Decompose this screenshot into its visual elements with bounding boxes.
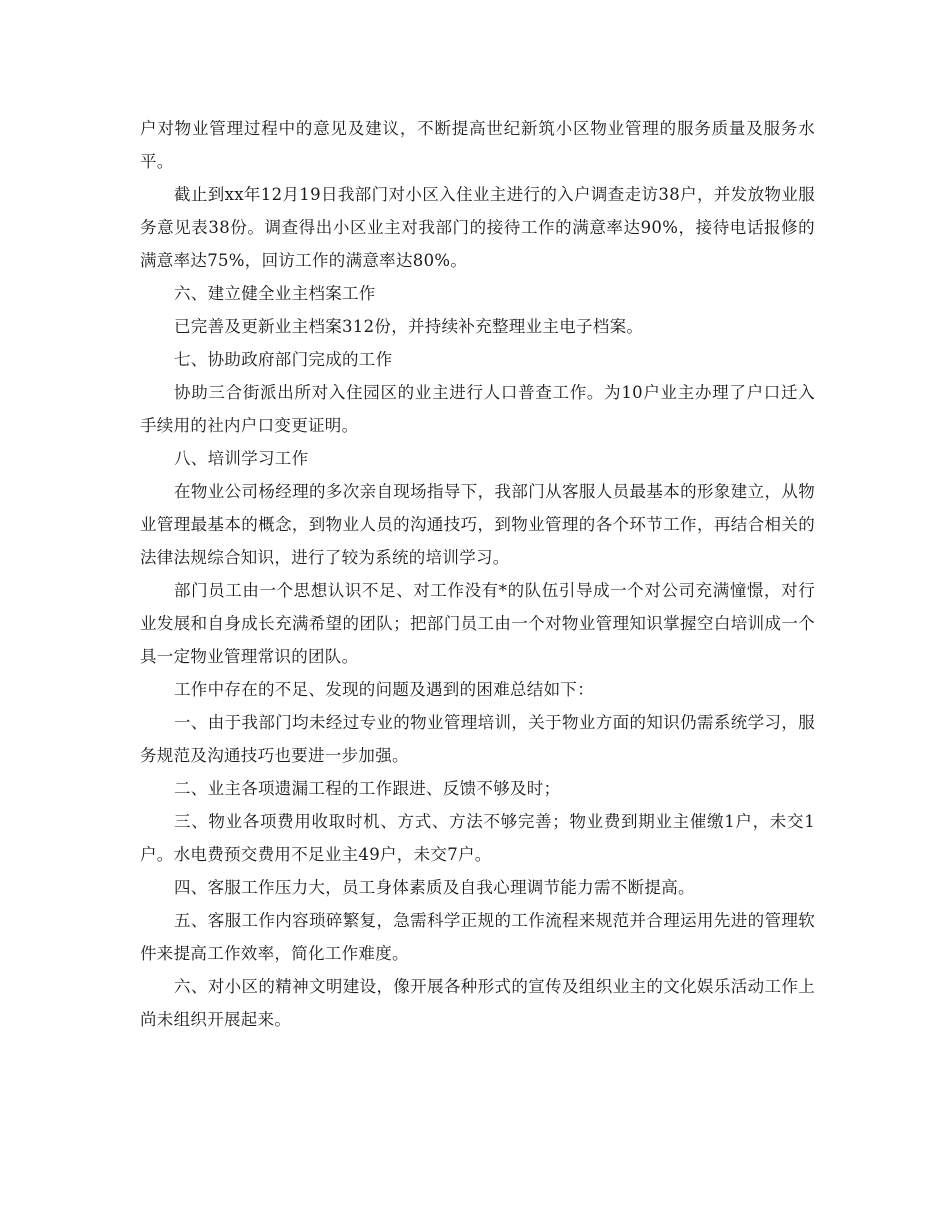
paragraph: 部门员工由一个思想认识不足、对工作没有*的队伍引导成一个对公司充满憧憬，对行业发展和自身成长充满希望的团队；把部门员工由一个对物业管理知识掌握空白培训成一个具一定物业管理常识的团队。 — [140, 581, 815, 666]
paragraph: 在物业公司杨经理的多次亲自现场指导下，我部门从客服人员最基本的形象建立，从物业管理最基本的概念，到物业人员的沟通技巧，到物业管理的各个环节工作，再结合相关的法律法规综合知识，进行了较为系统的培训学习。 — [140, 482, 815, 567]
list-item: 四、客服工作压力大，员工身体素质及自我心理调节能力需不断提高。 — [174, 878, 695, 897]
document-body — [140, 112, 815, 1036]
list-item: 六、对小区的精神文明建设，像开展各种形式的宣传及组织业主的文化娱乐活动工作上尚未组织开展起来。 — [140, 977, 815, 1029]
section-heading: 八、培训学习工作 — [174, 449, 309, 468]
list-item: 一、由于我部门均未经过专业的物业管理培训，关于物业方面的知识仍需系统学习，服务规范及沟通技巧也要进一步加强。 — [140, 713, 815, 765]
list-item: 五、客服工作内容琐碎繁复，急需科学正规的工作流程来规范并合理运用先进的管理软件来提高工作效率，简化工作难度。 — [140, 911, 815, 963]
paragraph: 截止到xx年12月19日我部门对小区入住业主进行的入户调查走访38户，并发放物业服务意见表38份。调查得出小区业主对我部门的接待工作的满意率达90%，接待电话报修的满意率达75%，回访工作的满意率达80%。 — [140, 185, 815, 270]
paragraph: 协助三合街派出所对入住园区的业主进行人口普查工作。为10户业主办理了户口迁入手续用的社内户口变更证明。 — [140, 383, 815, 435]
paragraph: 工作中存在的不足、发现的问题及遇到的困难总结如下： — [174, 680, 594, 699]
list-item: 二、业主各项遗漏工程的工作跟进、反馈不够及时； — [174, 779, 561, 798]
section-heading: 六、建立健全业主档案工作 — [174, 284, 376, 303]
section-heading: 七、协助政府部门完成的工作 — [174, 350, 393, 369]
list-item: 三、物业各项费用收取时机、方式、方法不够完善；物业费到期业主催缴1户，未交1户。水电费预交费用不足业主49户，未交7户。 — [140, 812, 815, 864]
paragraph: 已完善及更新业主档案312份，并持续补充整理业主电子档案。 — [174, 317, 644, 336]
paragraph: 户对物业管理过程中的意见及建议，不断提高世纪新筑小区物业管理的服务质量及服务水平。 — [140, 119, 815, 171]
